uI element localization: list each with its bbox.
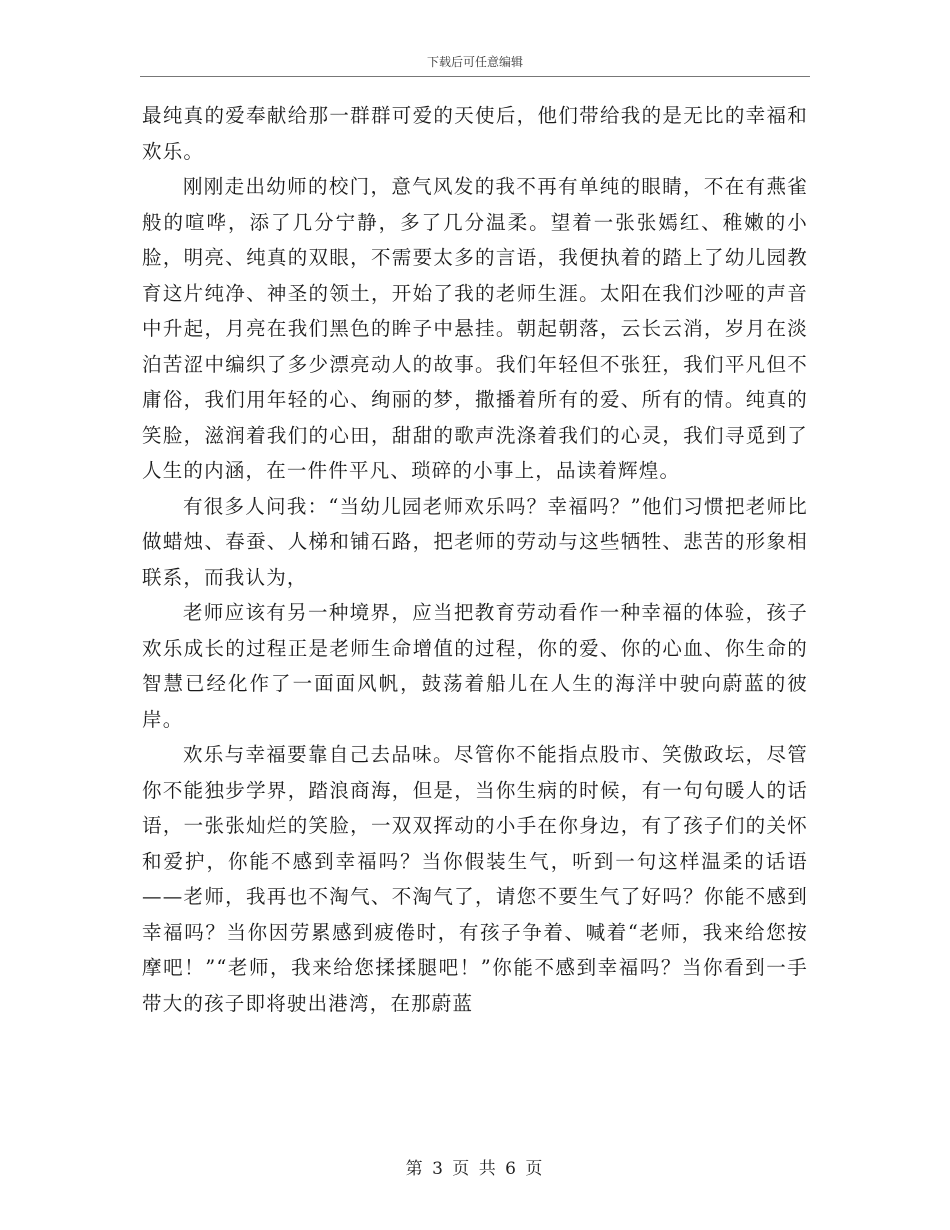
paragraph-continuation: 最纯真的爱奉献给那一群群可爱的天使后，他们带给我的是无比的幸福和欢乐。: [142, 104, 808, 163]
page-header: 下载后可任意编辑: [426, 55, 523, 69]
header-divider: [140, 76, 810, 77]
page-number-footer: 第 3 页 共 6 页: [405, 1159, 545, 1179]
paragraph: 欢乐与幸福要靠自己去品味。尽管你不能指点股市、笑傲政坛，尽管你不能独步学界，踏浪商海，但是，当你生病的时候，有一句句暖人的话语，一张张灿烂的笑脸，一双双挥动的小手在你身边，有了孩子们的关怀和爱护，你能不感到幸福吗？当你假装生气，听到一句这样温柔的话语——老师，我再也不淘气、不淘气了，请您不要生气了好吗？你能不感到幸福吗？当你因劳累感到疲倦时，有孩子争着、喊着“老师，我来给您按摩吧！”“老师，我来给您揉揉腿吧！”你能不感到幸福吗？当你看到一手带大的孩子即将驶出港湾，在那蔚蓝: [142, 743, 808, 1015]
paragraph: 刚刚走出幼师的校门，意气风发的我不再有单纯的眼睛，不在有燕雀般的喧哗，添了几分宁静，多了几分温柔。望着一张张嫣红、稚嫩的小脸，明亮、纯真的双眼，不需要太多的言语，我便执着的踏上了幼儿园教育这片纯净、神圣的领土，开始了我的老师生涯。太阳在我们沙哑的声音中升起，月亮在我们黑色的眸子中悬挂。朝起朝落，云长云消，岁月在淡泊苦涩中编织了多少漂亮动人的故事。我们年轻但不张狂，我们平凡但不庸俗，我们用年轻的心、绚丽的梦，撒播着所有的爱、所有的情。纯真的笑脸，滋润着我们的心田，甜甜的歌声洗涤着我们的心灵，我们寻觅到了人生的内涵，在一件件平凡、琐碎的小事上，品读着辉煌。: [142, 175, 808, 482]
document-body: [142, 98, 808, 1021]
paragraph: 老师应该有另一种境界，应当把教育劳动看作一种幸福的体验，孩子欢乐成长的过程正是老师生命增值的过程，你的爱、你的心血、你生命的智慧已经化作了一面面风帆，鼓荡着船儿在人生的海洋中驶向蔚蓝的彼岸。: [142, 601, 808, 731]
paragraph: 有很多人问我：“当幼儿园老师欢乐吗？幸福吗？”他们习惯把老师比做蜡烛、春蚕、人梯和铺石路，把老师的劳动与这些牺牲、悲苦的形象相联系，而我认为，: [142, 494, 808, 589]
